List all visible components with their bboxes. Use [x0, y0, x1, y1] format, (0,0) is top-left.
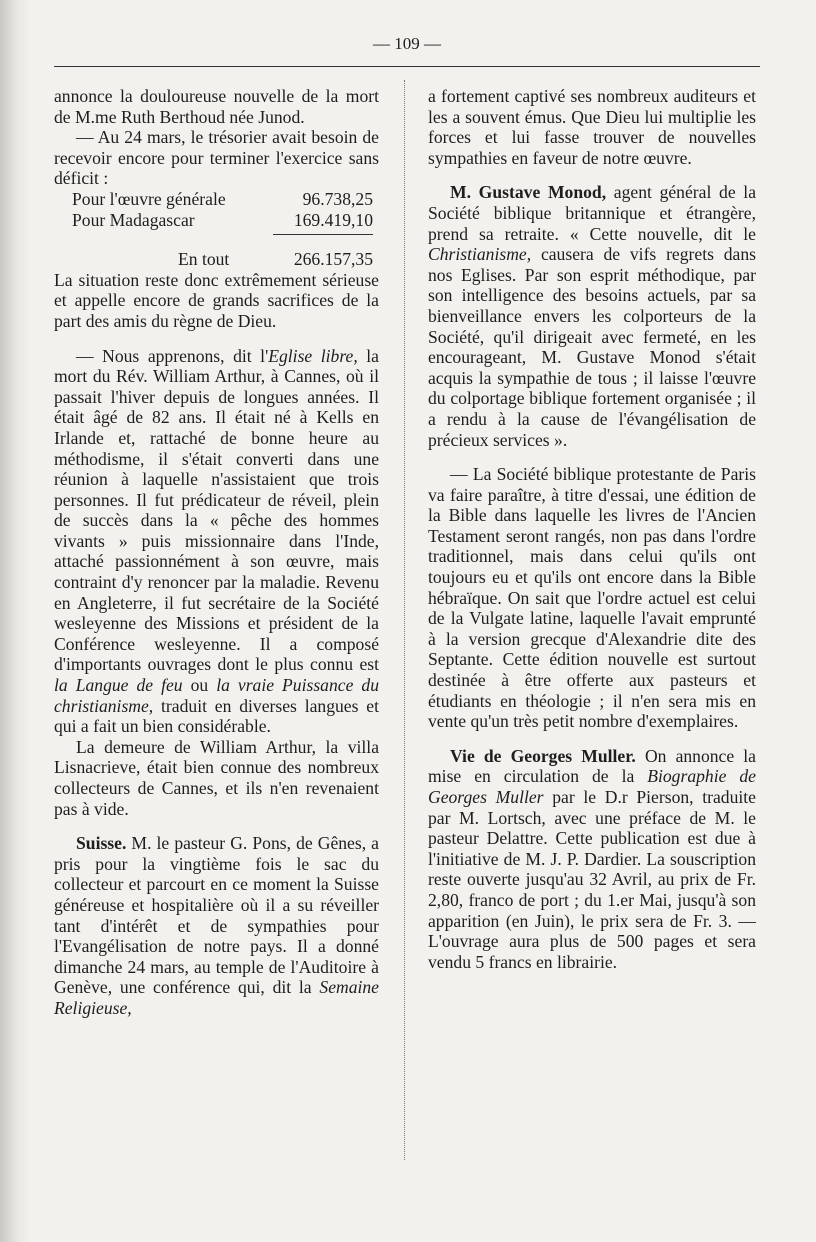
section-heading: Vie de Georges Muller. — [450, 745, 636, 766]
suisse-paragraph: Suisse. M. le pasteur G. Pons, de Gênes, a pris pour la vingtième fois le sac du collecteur et parcourt en ce moment la Suisse généreuse et hospitalière où il a su réveiller tant d'intérêt et de sympathies pour l'Evangélisation de notre pays. Il a donné dimanche 24 mars, au temple de l'Auditoire à Genève, une conférence qui, dit la Semaine Religieuse, — [54, 833, 379, 1018]
left-column — [54, 86, 379, 1019]
ledger-value: 96.738,25 — [302, 188, 373, 209]
column-divider — [404, 80, 405, 1160]
right-column — [428, 86, 756, 972]
page-number: — 109 — — [373, 34, 441, 53]
ledger-value: 169.419,10 — [293, 209, 373, 230]
section-heading: M. Gustave Monod, — [450, 182, 607, 203]
treasurer-paragraph: — Au 24 mars, le trésorier avait besoin de recevoir encore pour terminer l'exercice sans déficit : — [54, 127, 379, 189]
right-paragraph-1: a fortement captivé ses nombreux auditeurs et les a souvent émus. Que Dieu lui multiplie les forces et lui fasse trouver de nouvelles sympathies en faveur de notre œuvre. — [428, 86, 756, 168]
total-label: En tout — [178, 249, 230, 270]
lisnacrieve-paragraph: La demeure de William Arthur, la villa Lisnacrieve, était bien connue des nombreux collecteurs de Cannes, et ils n'en revenaient pas à vide. — [54, 736, 379, 819]
scan-shadow — [0, 0, 30, 1242]
treasury-ledger — [54, 189, 379, 270]
muller-paragraph: Vie de Georges Muller. On annonce la mise en circulation de la Biographie de Georges Muller par le D.r Pierson, traduite par M. Lortsch, avec une préface de M. le pasteur Delattre. Cette publication est due à l'initiative de M. J. P. Dardier. La souscription reste ouverte jusqu'au 32 Avril, au prix de Fr. 2,80, franco de port ; du 1.er Mai, jusqu'à son apparition (en Juin), le prix sera de Fr. 3. — L'ouvrage aura plus de 500 pages et sera vendu 5 francs en librairie. — [428, 745, 756, 972]
left-paragraph-1: annonce la douloureuse nouvelle de la mort de M.me Ruth Berthoud née Junod. — [54, 86, 379, 127]
ledger-label: Pour Madagascar — [72, 209, 195, 230]
ledger-label: Pour l'œuvre générale — [72, 188, 226, 209]
header-rule — [54, 66, 760, 67]
bible-society-paragraph: — La Société biblique protestante de Paris va faire paraître, à titre d'essai, une édition de la Bible dans laquelle les livres de l'Ancien Testament seront rangés, non pas dans l'ordre traditionnel, mais dans celui qu'ils ont toujours eu et qu'ils ont encore dans la Bible hébraïque. On sait que l'ordre actuel est celui de la Vulgate latine, laquelle l'avait emprunté à la version grecque d'Alexandrie dite des Septante. Cette édition nouvelle est surtout destinée à être offerte aux pasteurs et étudiants en théologie ; il n'en sera mis en vente qu'un très petit nombre d'exemplaires. — [428, 464, 756, 732]
ledger-row — [54, 210, 379, 231]
ledger-total — [54, 235, 379, 270]
monod-paragraph: M. Gustave Monod, agent général de la Société biblique britannique et étrangère, prend sa retraite. « Cette nouvelle, dit le Christianisme, causera de vifs regrets dans nos Eglises. Par son esprit méthodique, par son intelligence des besoins actuels, par sa bienveillance envers les colporteurs de la Société, qu'il dirigeait avec fermeté, en les encourageant, M. Gustave Monod s'était acquis la sympathie de tous ; il laisse l'œuvre du colportage biblique fortement organisée ; il a rendu à la cause de l'évangélisation de précieux services ». — [428, 182, 756, 450]
william-arthur-paragraph: — Nous apprenons, dit l'Eglise libre, la mort du Rév. William Arthur, à Cannes, où il passait l'hiver depuis de longues années. Il était âgé de 82 ans. Il était né à Kells en Irlande et, rattaché de bonne heure au méthodisme, il s'était converti dans une réunion à laquelle n'assistaient que trois personnes. Il fut prédicateur de réveil, plein de succès dans la « pêche des hommes vivants » puis missionnaire dans l'Inde, attaché passionnément à son œuvre, mais contraint d'y renoncer par la maladie. Revenu en Angleterre, il fut secrétaire de la Société wesleyenne des Missions et président de la Conférence wesleyenne. Il a composé d'importants ouvrages dont le plus connu est la Langue de feu ou la vraie Puissance du christianisme, traduit en diverses langues et qui a fait un bien considérable. — [54, 345, 379, 737]
ledger-row — [54, 189, 379, 210]
section-heading: Suisse. — [76, 833, 127, 854]
total-value: 266.157,35 — [293, 249, 373, 270]
situation-paragraph: La situation reste donc extrêmement sérieuse et appelle encore de grands sacrifices de la part des amis du règne de Dieu. — [54, 269, 379, 331]
